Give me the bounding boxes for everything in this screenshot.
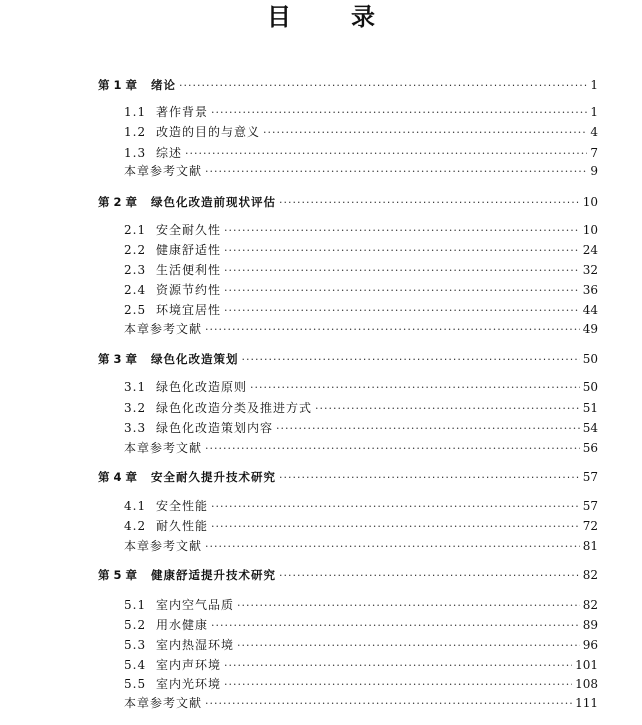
toc-chapter-entry[interactable] <box>98 566 598 584</box>
toc-chapter-entry[interactable] <box>98 468 598 486</box>
section-number: 1.1 <box>124 105 147 119</box>
dot-leader <box>205 695 572 713</box>
page-number: 44 <box>582 303 598 317</box>
section-number: 1.2 <box>124 125 147 139</box>
page-number: 10 <box>582 195 598 209</box>
dot-leader <box>242 351 580 369</box>
page-number: 9 <box>590 164 598 178</box>
toc-section-entry[interactable] <box>124 301 598 319</box>
toc-references-entry[interactable] <box>124 162 598 180</box>
dot-leader <box>185 145 587 163</box>
section-number: 2.5 <box>124 303 147 317</box>
dot-leader <box>250 379 580 397</box>
toc-chapter-entry[interactable] <box>98 350 598 368</box>
page-number: 57 <box>582 499 598 513</box>
toc-section-entry[interactable] <box>124 636 598 654</box>
section-number: 3.3 <box>124 421 147 435</box>
toc-references-entry[interactable] <box>124 694 598 712</box>
section-number: 5.4 <box>124 658 147 672</box>
toc-chapter-entry[interactable] <box>98 193 598 211</box>
page-number: 56 <box>582 441 598 455</box>
page-number: 72 <box>582 519 598 533</box>
toc-section-entry[interactable] <box>124 675 598 693</box>
section-title: 综述 <box>156 146 183 160</box>
chapter-number: 第 1 章 <box>98 78 138 92</box>
page-number: 111 <box>575 696 598 710</box>
section-title: 著作背景 <box>156 105 209 119</box>
toc-section-entry[interactable] <box>124 241 598 259</box>
toc-section-entry[interactable] <box>124 616 598 634</box>
dot-leader <box>211 104 587 122</box>
references-title: 本章参考文献 <box>124 322 203 336</box>
toc-section-entry[interactable] <box>124 497 598 515</box>
toc-section-entry[interactable] <box>124 281 598 299</box>
toc-references-entry[interactable] <box>124 537 598 555</box>
dot-leader <box>211 518 580 536</box>
page-number: 7 <box>590 146 598 160</box>
chapter-title: 绪论 <box>151 78 177 92</box>
dot-leader <box>205 321 580 339</box>
toc-section-entry[interactable] <box>124 419 598 437</box>
page-number: 108 <box>575 677 598 691</box>
dot-leader <box>279 567 580 585</box>
section-title: 安全性能 <box>156 499 209 513</box>
toc-section-entry[interactable] <box>124 123 598 141</box>
page-number: 57 <box>582 470 598 484</box>
page-number: 101 <box>575 658 598 672</box>
dot-leader <box>179 77 587 95</box>
page-number: 51 <box>582 401 598 415</box>
page-number: 32 <box>582 263 598 277</box>
page-number: 54 <box>582 421 598 435</box>
references-title: 本章参考文献 <box>124 441 203 455</box>
section-number: 4.2 <box>124 519 147 533</box>
section-number: 5.3 <box>124 638 147 652</box>
page-title-char-1: 目 <box>267 3 291 31</box>
page-number: 96 <box>582 638 598 652</box>
section-number: 3.1 <box>124 380 147 394</box>
page-number: 10 <box>582 223 598 237</box>
dot-leader <box>224 262 580 280</box>
section-number: 2.2 <box>124 243 147 257</box>
chapter-title: 健康舒适提升技术研究 <box>151 568 277 582</box>
references-title: 本章参考文献 <box>124 696 203 710</box>
section-title: 健康舒适性 <box>156 243 222 257</box>
toc-section-entry[interactable] <box>124 103 598 121</box>
section-title: 改造的目的与意义 <box>156 125 261 139</box>
section-title: 资源节约性 <box>156 283 222 297</box>
section-number: 2.3 <box>124 263 147 277</box>
dot-leader <box>224 222 580 240</box>
dot-leader <box>279 469 580 487</box>
section-title: 绿色化改造原则 <box>156 380 248 394</box>
toc-section-entry[interactable] <box>124 261 598 279</box>
dot-leader <box>279 194 580 212</box>
dot-leader <box>224 657 572 675</box>
chapter-number: 第 4 章 <box>98 470 138 484</box>
page-number: 82 <box>582 568 598 582</box>
section-number: 5.2 <box>124 618 147 632</box>
toc-references-entry[interactable] <box>124 320 598 338</box>
toc-section-entry[interactable] <box>124 378 598 396</box>
toc-section-entry[interactable] <box>124 596 598 614</box>
dot-leader <box>224 302 580 320</box>
section-title: 用水健康 <box>156 618 209 632</box>
toc-section-entry[interactable] <box>124 656 598 674</box>
chapter-title: 安全耐久提升技术研究 <box>151 470 277 484</box>
section-title: 生活便利性 <box>156 263 222 277</box>
section-number: 2.1 <box>124 223 147 237</box>
chapter-number: 第 3 章 <box>98 352 138 366</box>
section-title: 室内声环境 <box>156 658 222 672</box>
section-number: 5.5 <box>124 677 147 691</box>
page-number: 4 <box>590 125 598 139</box>
references-title: 本章参考文献 <box>124 539 203 553</box>
dot-leader <box>224 242 580 260</box>
dot-leader <box>224 282 580 300</box>
chapter-title: 绿色化改造策划 <box>151 352 239 366</box>
section-title: 室内光环境 <box>156 677 222 691</box>
page-number: 24 <box>582 243 598 257</box>
page-number: 50 <box>582 352 598 366</box>
dot-leader <box>211 617 580 635</box>
toc-section-entry[interactable] <box>124 399 598 417</box>
section-title: 环境宜居性 <box>156 303 222 317</box>
dot-leader <box>211 498 580 516</box>
section-number: 4.1 <box>124 499 147 513</box>
section-number: 3.2 <box>124 401 147 415</box>
toc-section-entry[interactable] <box>124 517 598 535</box>
dot-leader <box>224 676 572 694</box>
section-number: 2.4 <box>124 283 147 297</box>
toc-chapter-entry[interactable] <box>98 76 598 94</box>
section-title: 安全耐久性 <box>156 223 222 237</box>
page-title-char-2: 录 <box>351 3 375 31</box>
toc-section-entry[interactable] <box>124 144 598 162</box>
section-title: 绿色化改造分类及推进方式 <box>156 401 313 415</box>
section-title: 耐久性能 <box>156 519 209 533</box>
chapter-title: 绿色化改造前现状评估 <box>151 195 277 209</box>
section-number: 5.1 <box>124 598 147 612</box>
dot-leader <box>205 440 580 458</box>
page-number: 49 <box>582 322 598 336</box>
page-number: 81 <box>582 539 598 553</box>
dot-leader <box>205 163 587 181</box>
dot-leader <box>276 420 580 438</box>
dot-leader <box>263 124 587 142</box>
toc-references-entry[interactable] <box>124 439 598 457</box>
page-number: 82 <box>582 598 598 612</box>
page-number: 50 <box>582 380 598 394</box>
toc-section-entry[interactable] <box>124 221 598 239</box>
page-number: 1 <box>590 78 598 92</box>
section-title: 室内空气品质 <box>156 598 235 612</box>
dot-leader <box>205 538 580 556</box>
section-title: 室内热湿环境 <box>156 638 235 652</box>
dot-leader <box>237 637 580 655</box>
page-number: 36 <box>582 283 598 297</box>
section-title: 绿色化改造策划内容 <box>156 421 274 435</box>
dot-leader <box>315 400 580 418</box>
section-number: 1.3 <box>124 146 147 160</box>
page-number: 1 <box>590 105 598 119</box>
references-title: 本章参考文献 <box>124 164 203 178</box>
page-number: 89 <box>582 618 598 632</box>
chapter-number: 第 2 章 <box>98 195 138 209</box>
chapter-number: 第 5 章 <box>98 568 138 582</box>
dot-leader <box>237 597 580 615</box>
